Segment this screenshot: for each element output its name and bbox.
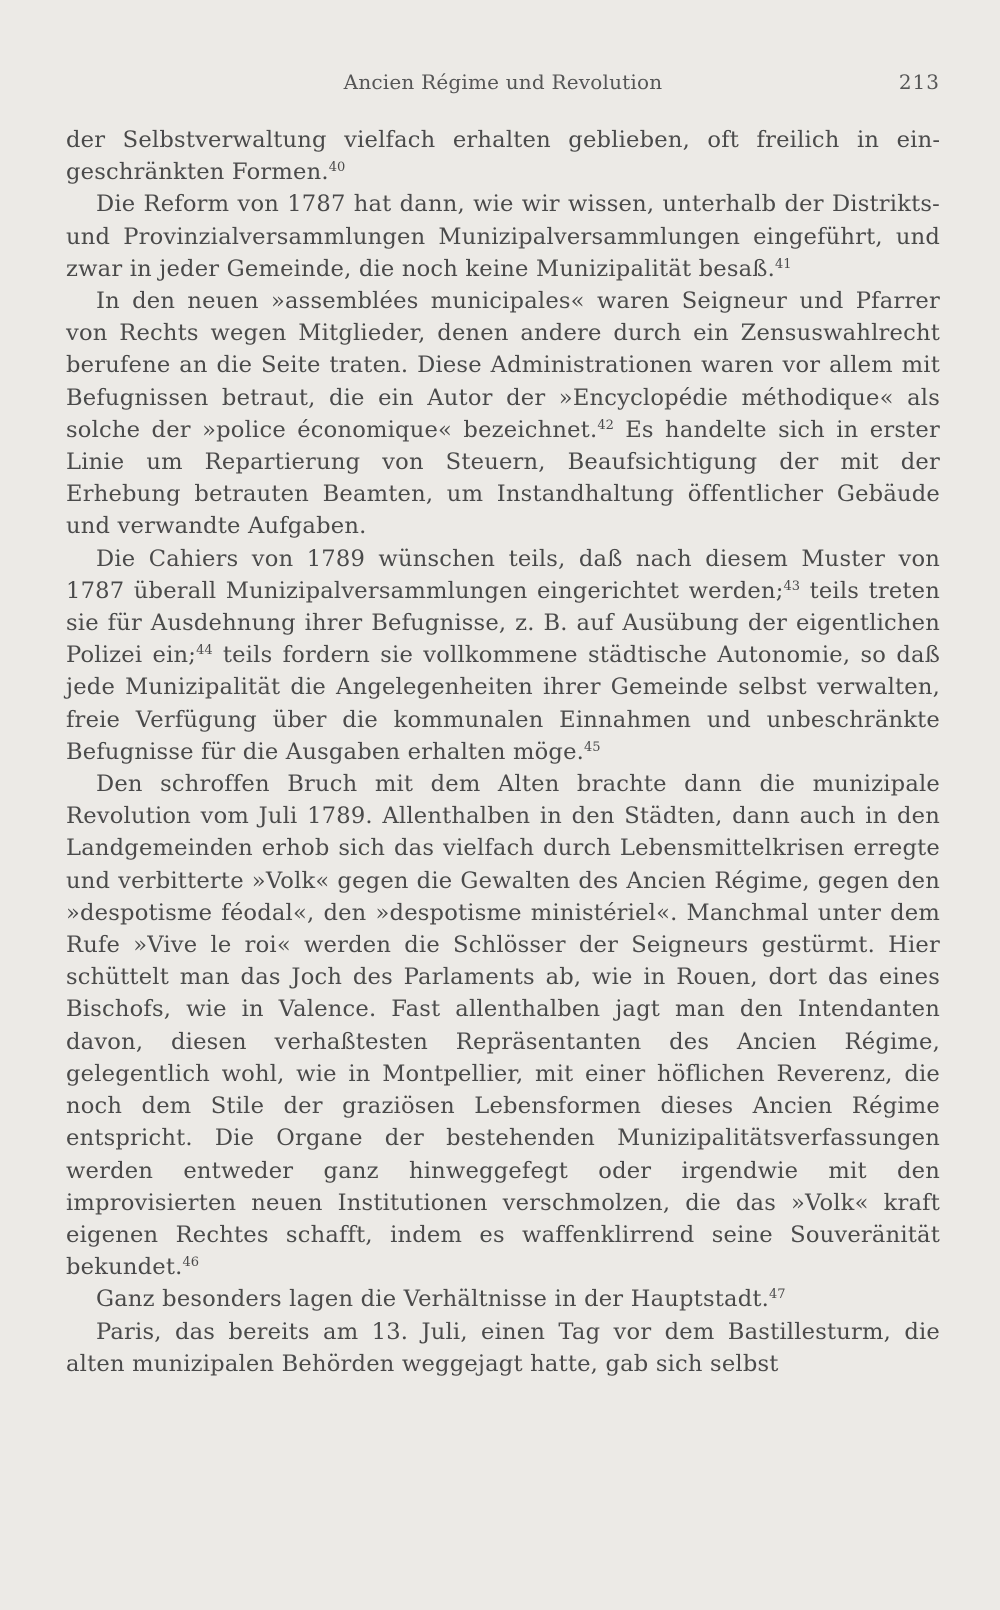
paragraph (66, 768, 940, 1283)
body-text (66, 124, 940, 1380)
page-number: 213 (898, 70, 940, 94)
paragraph (66, 1316, 940, 1380)
paragraph (66, 543, 940, 768)
text-run: Die Reform von 1787 hat dann, wie wir wissen, unterhalb der Distrikts- und Provinzialversammlungen Munizipalversammlungen eingeführt, und zwar in jeder Gemeinde, die noch keine Munizipalität besaß. (66, 191, 940, 282)
footnote-marker: 47 (769, 1287, 786, 1303)
text-run: In den neuen »assemblées municipales« waren Seigneur und Pfarrer von Rechts wegen Mitglieder, denen andere durch ein Zensuswahlrecht berufene an die Seite traten. Diese Administrationen waren vor allem mit Befugnissen betraut, die ein Autor der »Encyclopédie méthodique« als solche der »police économique« bezeichnet. (66, 288, 940, 443)
footnote-marker: 45 (584, 739, 601, 755)
running-head (66, 70, 940, 100)
paragraph (66, 1283, 940, 1315)
text-run: Ganz besonders lagen die Verhältnisse in der Hauptstadt. (96, 1286, 770, 1313)
text-run: teils fordern sie vollkommene städtische Autonomie, so daß jede Munizipalität die Angelegenheiten ihrer Gemeinde selbst verwalten, freie Verfügung über die kommunalen Einnahmen und unbeschränkte Befugnisse für die Ausgaben erhalten möge. (66, 642, 940, 765)
footnote-marker: 44 (196, 643, 213, 659)
text-run: Den schroffen Bruch mit dem Alten brachte dann die munizipale Revolution vom Juli 1789. Allenthalben in den Städten, dann auch in den Landgemeinden erhob sich das vielfach durch Lebensmittelkrisen erregte und verbitterte »Volk« gegen die Gewalten des Ancien Régime, gegen den »despotisme féodal«, den »despotisme ministériel«. Manchmal unter dem Rufe »Vive le roi« werden die Schlösser der Seigneurs gestürmt. Hier schüttelt man das Joch des Parlaments ab, wie in Rouen, dort das eines Bischofs, wie in Valence. Fast allenthalben jagt man den Intendanten davon, diesen verhaßtesten Repräsentanten des Ancien Régime, gelegentlich wohl, wie in Montpellier, mit einer höflichen Reverenz, die noch dem Stile der graziösen Lebensformen dieses Ancien Régime entspricht. Die Organe der bestehenden Munizipalitätsverfassungen werden entweder ganz hinweggefegt oder irgendwie mit den improvisierten neuen Institutionen verschmolzen, die das »Volk« kraft eigenen Rechtes schafft, indem es waffenklirrend seine Souveränität bekundet. (66, 771, 940, 1281)
text-run: Paris, das bereits am 13. Juli, einen Tag vor dem Bastillesturm, die alten munizipalen Behörden weggejagt hatte, gab sich selbst (66, 1318, 940, 1377)
footnote-marker: 41 (774, 256, 792, 272)
footnote-marker: 46 (182, 1255, 200, 1271)
running-head-title: Ancien Régime und Revolution (343, 70, 663, 94)
paragraph (66, 285, 940, 543)
footnote-marker: 42 (597, 417, 614, 433)
paragraph (66, 188, 940, 285)
paragraph (66, 124, 940, 188)
text-run: teils treten sie für Ausdehnung ihrer Befugnisse, z. B. auf Ausübung der eigentlichen Polizei ein; (66, 577, 940, 669)
text-run: Es handelte sich in erster Linie um Repartierung von Steuern, Beaufsichtigung der mit der Erhebung betrauten Beamten, um Instandhaltung öffentlicher Gebäude und verwandte Aufgaben. (66, 416, 940, 540)
footnote-marker: 40 (328, 160, 346, 176)
text-run: der Selbstverwaltung vielfach erhalten geblieben, oft freilich in eingeschränkten Formen. (66, 127, 940, 186)
text-run: Die Cahiers von 1789 wünschen teils, daß nach diesem Muster von 1787 überall Munizipalversammlungen eingerichtet werden; (66, 545, 940, 604)
footnote-marker: 43 (783, 578, 801, 594)
